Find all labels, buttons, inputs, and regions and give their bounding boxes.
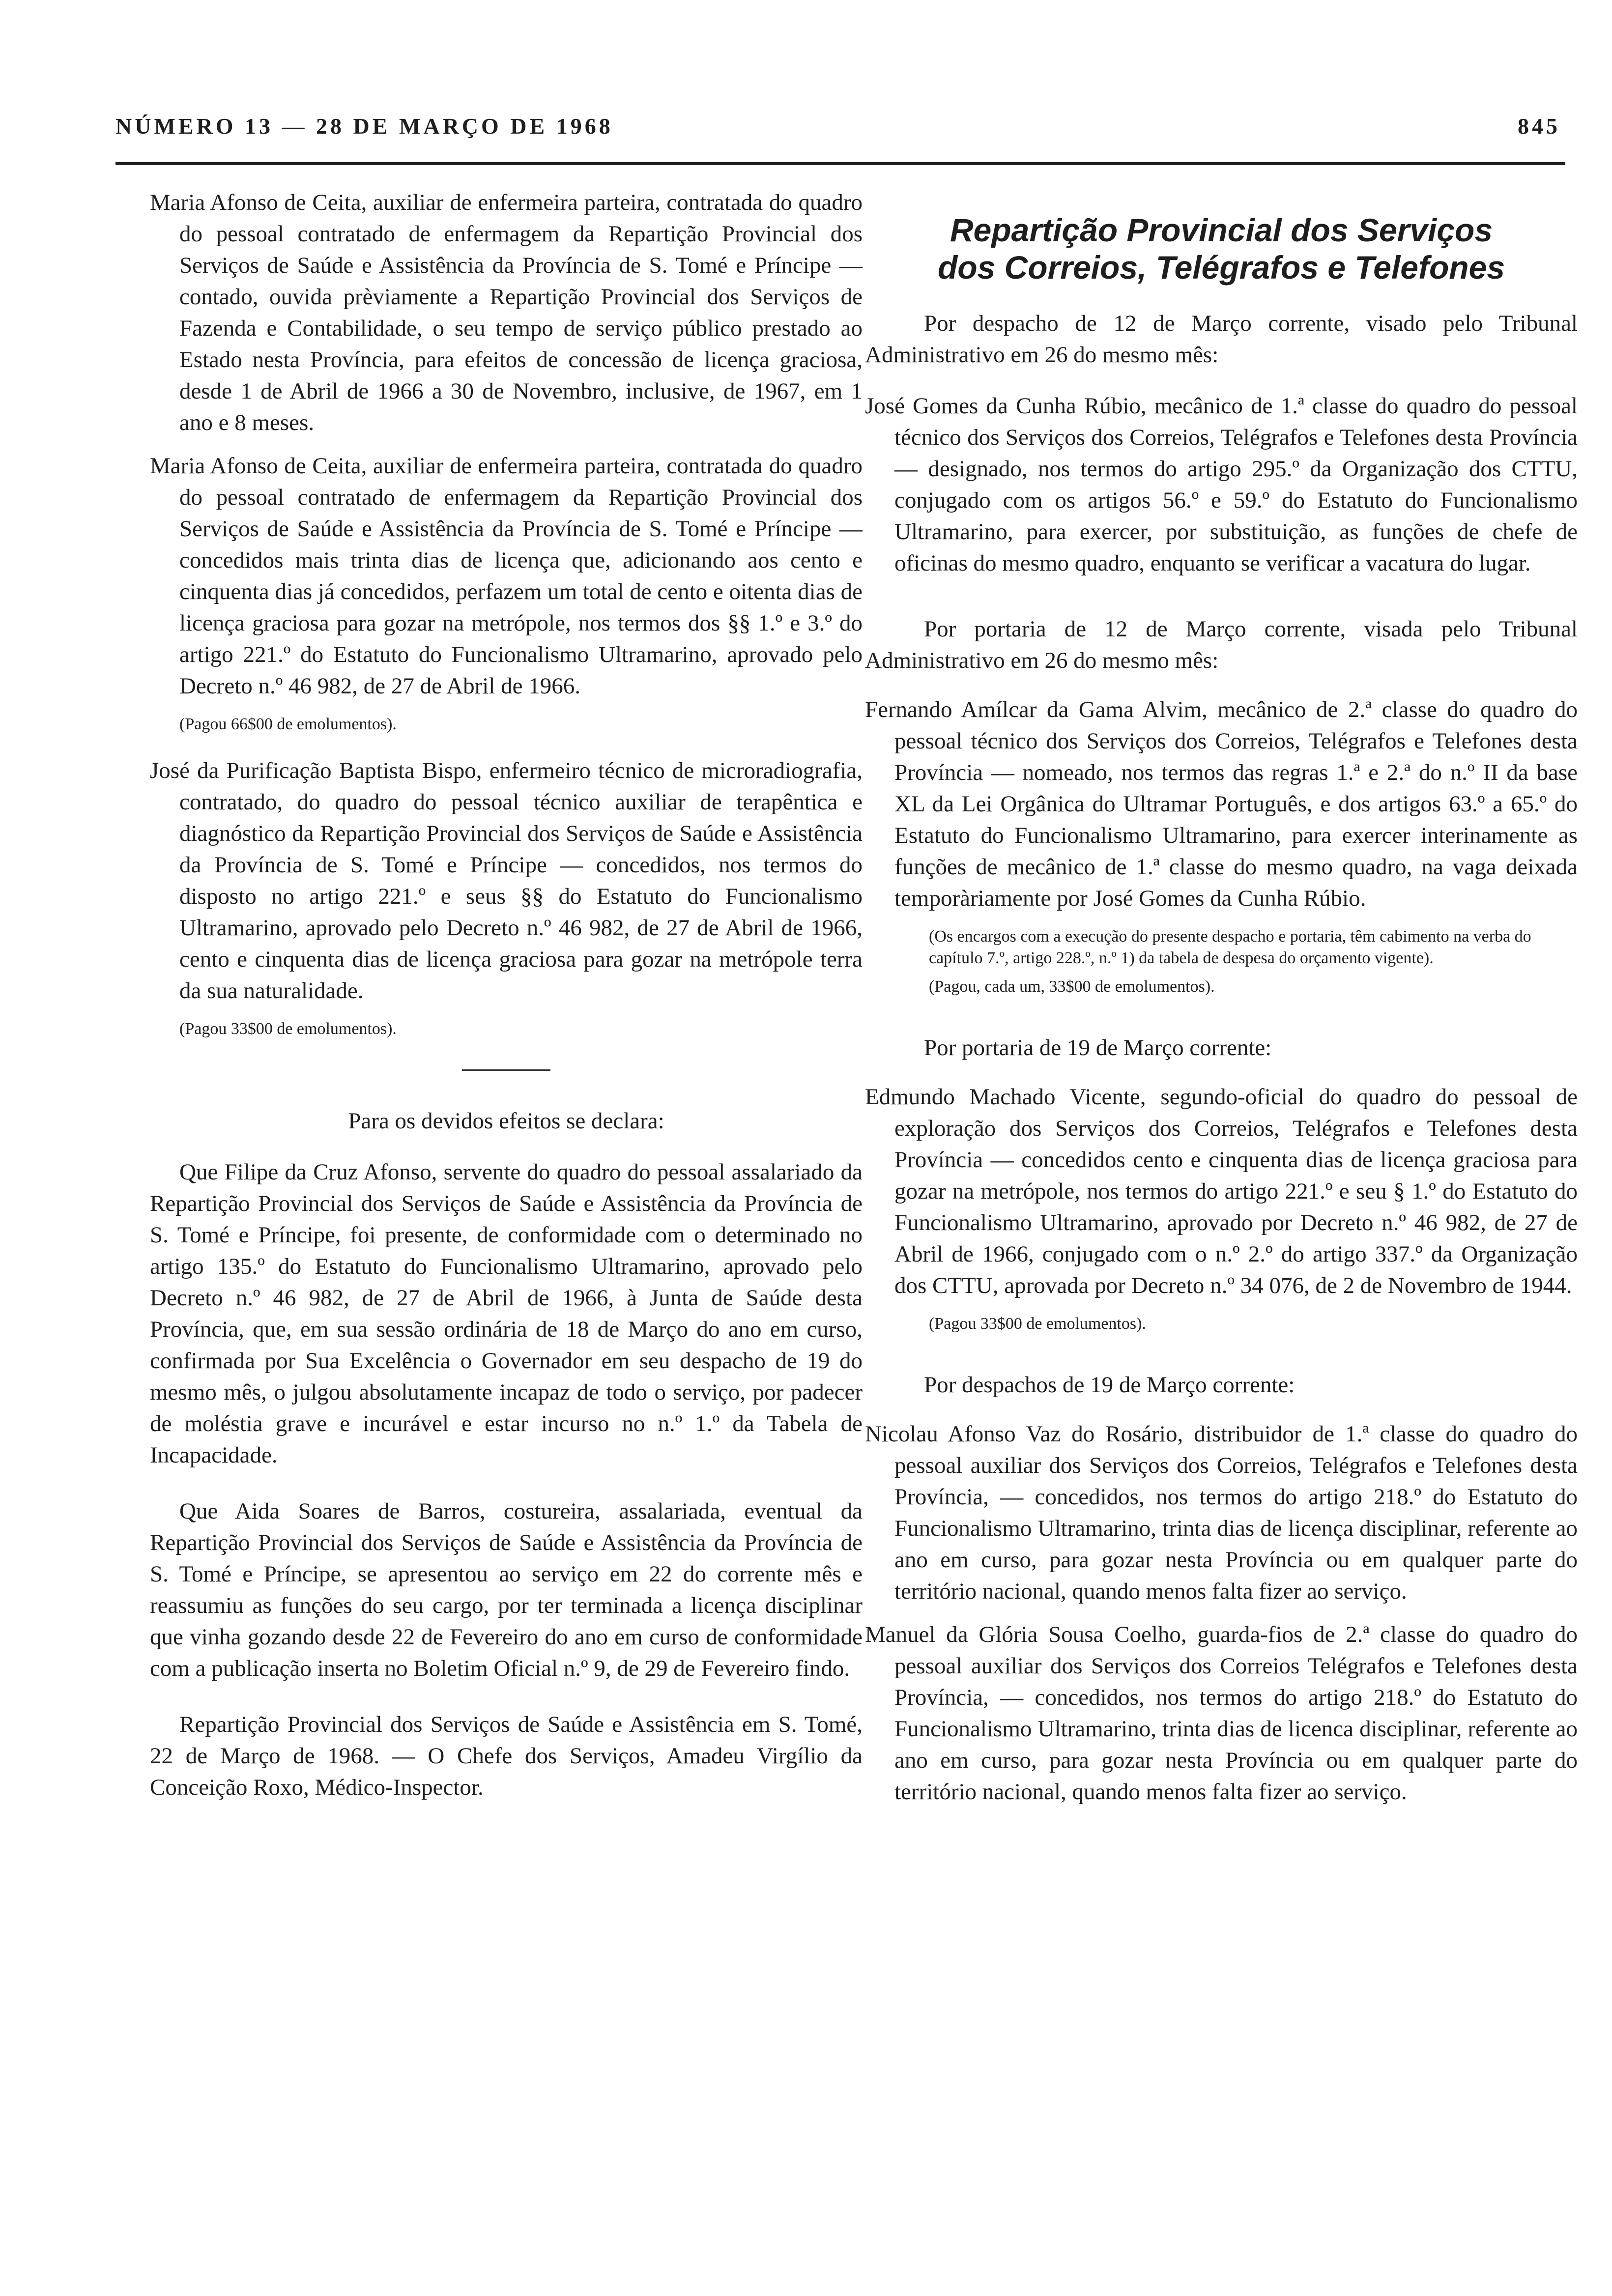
emolument-note: (Pagou 33$00 de emolumentos). — [929, 1315, 1146, 1333]
section-title — [865, 211, 1578, 286]
entry-jose-rubio: José Gomes da Cunha Rúbio, mecânico de 1.ª classe do quadro do pessoal técnico dos Serviços dos Correios, Telégrafos e Telefones desta Província — designado, nos termos do artigo 295.º da Organização dos CTTU, conjugado com os artigos 56.º e 59.º do Estatuto do Funcionalismo Ultramarino, para exercer, por substituição, as funções de chefe de oficinas do mesmo quadro, enquanto se verificar a vacatura do lugar. — [865, 393, 1578, 576]
despacho-lead-1: Por despacho de 12 de Março corrente, visado pelo Tribunal Administrativo em 26 do mesmo mês: — [865, 311, 1578, 368]
section-title-line-1: Repartição Provincial dos Serviços — [950, 212, 1493, 248]
header-rule — [115, 162, 1565, 165]
portaria-lead-1: Por portaria de 12 de Março corrente, visada pelo Tribunal Administrativo em 26 do mesmo mês: — [865, 616, 1578, 673]
entry-jose-bispo: José da Purificação Baptista Bispo, enfermeiro técnico de microradiografia, contratado, do quadro do pessoal técnico auxiliar de terapêntica e diagnóstico da Repartição Provincial dos Serviços de Saúde e Assistência da Província de S. Tomé e Príncipe — concedidos, nos termos do disposto no artigo 221.º e seus §§ do Estatuto do Funcionalismo Ultramarino, aprovado pelo Decreto n.º 46 982, de 27 de Abril de 1966, cento e cinquenta dias de licença graciosa para gozar na metrópole terra da sua naturalidade. — [150, 758, 863, 1004]
emolument-note: (Pagou 33$00 de emolumentos). — [179, 1020, 397, 1038]
despachos-lead: Por despachos de 19 de Março corrente: — [924, 1372, 1295, 1398]
encargos-note: (Os encargos com a execução do presente despacho e portaria, têm cabimento na verba do capítulo 7.º, artigo 228.º, n.º 1) da tabela de despesa do orçamento vigente). — [929, 927, 1531, 967]
paragraph-filipe-afonso: Que Filipe da Cruz Afonso, servente do quadro do pessoal assalariado da Repartição Provincial dos Serviços de Saúde e Assistência da Província de S. Tomé e Príncipe, foi presente, de conformidade com o determinado no artigo 135.º do Estatuto do Funcionalismo Ultramarino, aprovado pelo Decreto n.º 46 982, de 27 de Abril de 1966, à Junta de Saúde desta Província, que, em sua sessão ordinária de 18 de Março do ano em curso, confirmada por Sua Excelência o Governador em seu despacho de 19 do mesmo mês, o julgou absolutamente incapaz de todo o serviço, por padecer de moléstia grave e incurável e estar incurso no n.º 1.º da Tabela de Incapacidade. — [150, 1159, 863, 1468]
page-number: 845 — [1518, 114, 1560, 139]
entry-nicolau-rosario: Nicolau Afonso Vaz do Rosário, distribuidor de 1.ª classe do quadro do pessoal auxiliar dos Serviços dos Correios, Telégrafos e Telefones desta Província, — concedidos, nos termos do artigo 218.º do Estatuto do Funcionalismo Ultramarino, trinta dias de licença disciplinar, referente ao ano em curso, para gozar nesta Província ou em qualquer parte do território nacional, quando menos falta fizer ao serviço. — [865, 1421, 1578, 1604]
entry-manuel-coelho: Manuel da Glória Sousa Coelho, guarda-fios de 2.ª classe do quadro do pessoal auxiliar dos Serviços dos Correios Telégrafos e Telefones desta Província, — concedidos, nos termos do artigo 218.º do Estatuto do Funcionalismo Ultramarino, trinta dias de licenca disciplinar, referente ao ano em curso, para gozar nesta Província ou em qualquer parte do território nacional, quando menos falta fizer ao serviço. — [865, 1622, 1578, 1805]
entry-maria-afonso-2: Maria Afonso de Ceita, auxiliar de enfermeira parteira, contratada do quadro do pessoal contratado de enfermagem da Repartição Provincial dos Serviços de Saúde e Assistência da Província de S. Tomé e Príncipe — concedidos mais trinta dias de licença que, adicionando aos cento e cinquenta dias já concedidos, perfazem um total de cento e oitenta dias de licença graciosa para gozar na metrópole, nos termos dos §§ 1.º e 3.º do artigo 221.º do Estatuto do Funcionalismo Ultramarino, aprovado pelo Decreto n.º 46 982, de 27 de Abril de 1966. — [150, 453, 863, 699]
section-separator — [462, 1069, 550, 1071]
entry-edmundo-vicente: Edmundo Machado Vicente, segundo-oficial do quadro do pessoal de exploração dos Serviços dos Correios, Telégrafos e Telefones desta Província — concedidos cento e cinquenta dias de licença graciosa para gozar na metrópole, nos termos do artigo 221.º e seu § 1.º do Estatuto do Funcionalismo Ultramarino, aprovado por Decreto n.º 46 982, de 27 de Abril de 1966, conjugado com o n.º 2.º do artigo 337.º da Organização dos CTTU, aprovada por Decreto n.º 34 076, de 2 de Novembro de 1944. — [865, 1084, 1578, 1298]
signature-paragraph: Repartição Provincial dos Serviços de Saúde e Assistência em S. Tomé, 22 de Março de 1968. — O Chefe dos Serviços, Amadeu Virgílio da Conceição Roxo, Médico-Inspector. — [150, 1712, 863, 1800]
portaria-lead-2: Por portaria de 19 de Março corrente: — [924, 1035, 1272, 1061]
declare-heading: Para os devidos efeitos se declara: — [348, 1108, 664, 1134]
right-column — [865, 187, 1578, 1819]
issue-title: NÚMERO 13 — 28 DE MARÇO DE 1968 — [115, 114, 613, 139]
paragraph-aida-barros: Que Aida Soares de Barros, costureira, assalariada, eventual da Repartição Provincial dos Serviços de Saúde e Assistência da Província de S. Tomé e Príncipe, se apresentou ao serviço em 22 do corrente mês e reassumiu as funções do seu cargo, por ter terminada a licença disciplinar que vinha gozando desde 22 de Fevereiro do ano em curso de conformidade com a publicação inserta no Boletim Oficial n.º 9, de 29 de Fevereiro findo. — [150, 1498, 863, 1681]
section-title-line-2: dos Correios, Telégrafos e Telefones — [937, 249, 1505, 286]
page-header — [115, 113, 1560, 143]
emolument-note: (Pagou, cada um, 33$00 de emolumentos). — [929, 977, 1215, 996]
left-column — [150, 187, 863, 1828]
entry-maria-afonso-1: Maria Afonso de Ceita, auxiliar de enfermeira parteira, contratada do quadro do pessoal contratado de enfermagem da Repartição Provincial dos Serviços de Saúde e Assistência da Província de S. Tomé e Príncipe — contado, ouvida prèviamente a Repartição Provincial dos Serviços de Fazenda e Contabilidade, o seu tempo de serviço público prestado ao Estado nesta Província, para efeitos de concessão de licença graciosa, desde 1 de Abril de 1966 a 30 de Novembro, inclusive, de 1967, em 1 ano e 8 meses. — [150, 190, 863, 435]
emolument-note: (Pagou 66$00 de emolumentos). — [179, 715, 397, 733]
entry-fernando-alvim: Fernando Amílcar da Gama Alvim, mecânico de 2.ª classe do quadro do pessoal técnico dos Serviços dos Correios, Telégrafos e Telefones desta Província — nomeado, nos termos das regras 1.ª e 2.ª do n.º II da base XL da Lei Orgânica do Ultramar Português, e dos artigos 63.º a 65.º do Estatuto do Funcionalismo Ultramarino, para exercer interinamente as funções de mecânico de 1.ª classe do mesmo quadro, na vaga deixada temporàriamente por José Gomes da Cunha Rúbio. — [865, 697, 1578, 911]
